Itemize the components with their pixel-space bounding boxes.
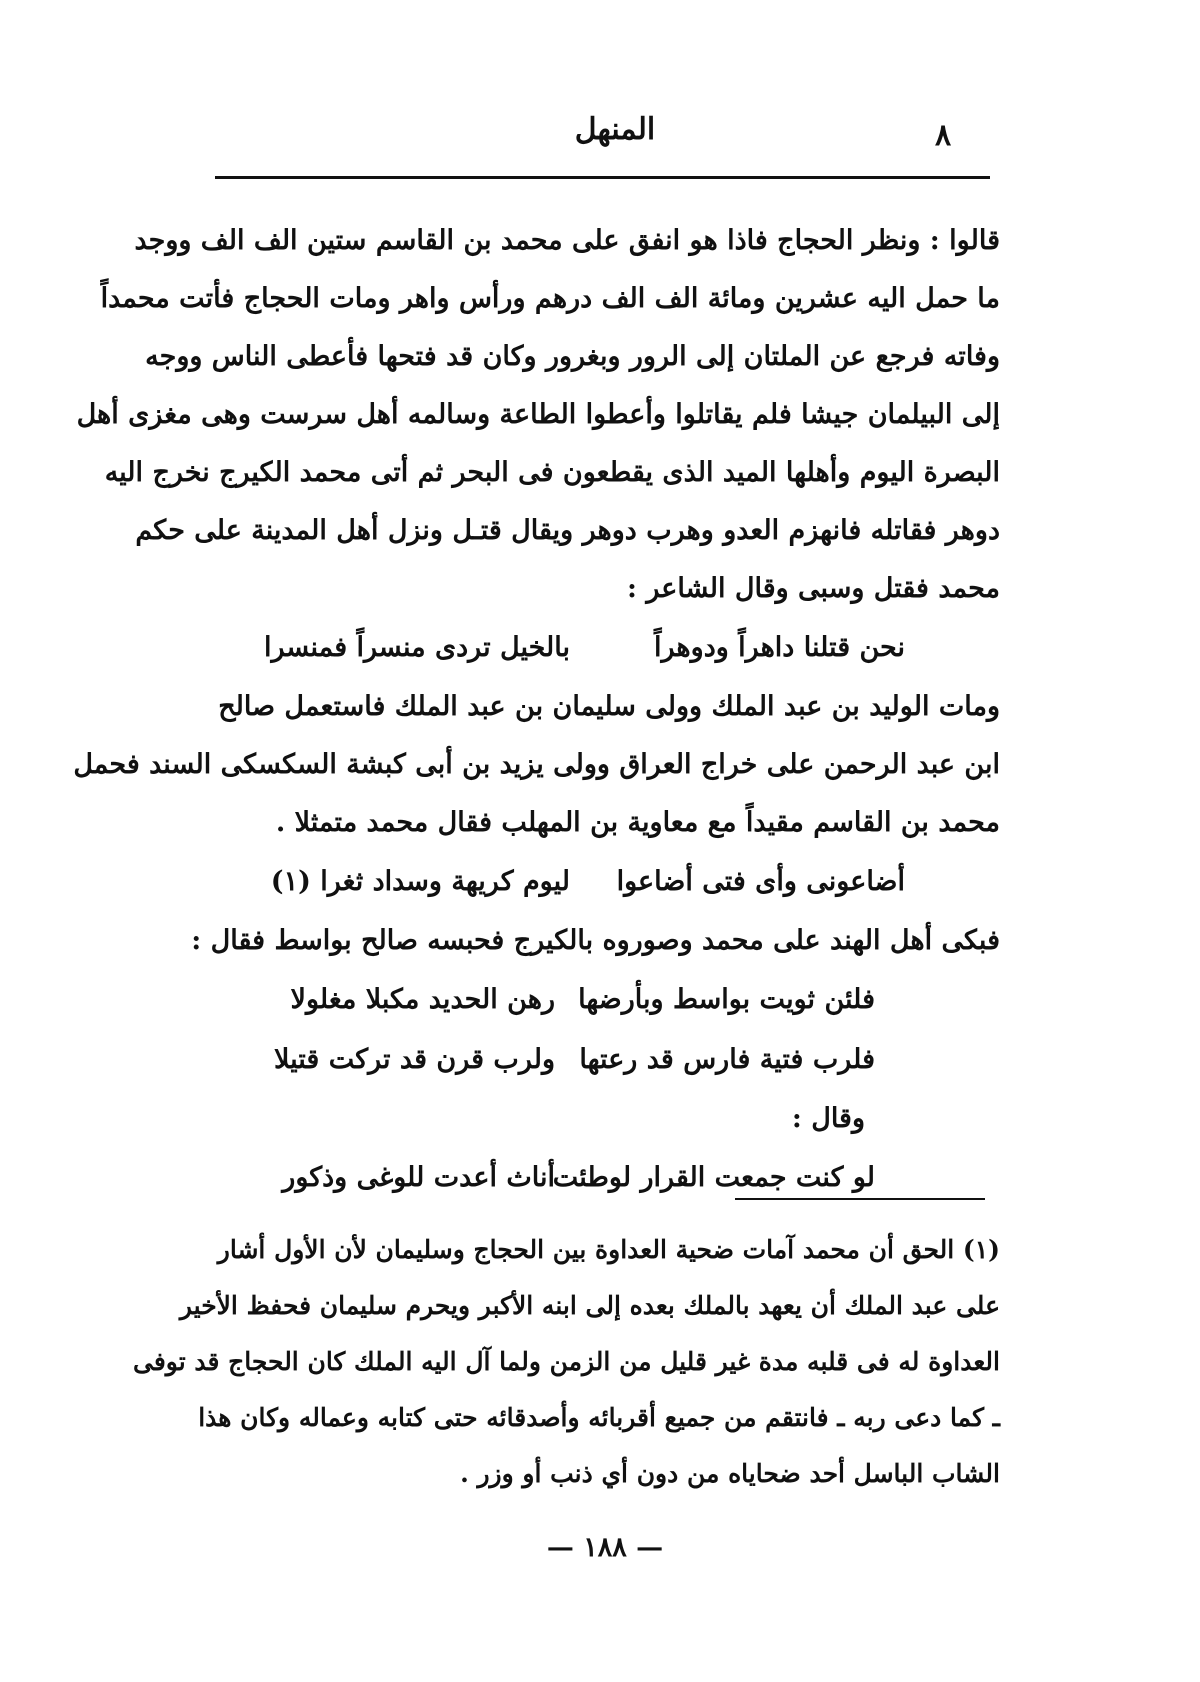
header-page-number: ٨ [935, 118, 952, 153]
header-rule [215, 176, 990, 179]
text-line: ومات الوليد بن عبد الملك وولى سليمان بن عبد الملك فاستعمل صالح [218, 691, 1000, 722]
verse-first-hemistich: نحن قتلنا داهراً ودوهراً [654, 632, 905, 663]
text-line: قالوا : ونظر الحجاج فاذا هو انفق على محمد بن القاسم ستين الف الف ووجد [134, 225, 1000, 256]
verse-second-hemistich: ليوم كريهة وسداد ثغرا (١) [270, 866, 570, 897]
text-line: فبكى أهل الهند على محمد وصوروه بالكيرج فحبسه صالح بواسط فقال : [191, 925, 1000, 956]
footnote-line: الشاب الباسل أحد ضحاياه من دون أي ذنب أو وزر . [460, 1459, 1000, 1488]
footnote-line: (١) الحق أن محمد آمات ضحية العداوة بين الحجاج وسليمان لأن الأول أشار [217, 1235, 1000, 1264]
text-line: محمد فقتل وسبى وقال الشاعر : [627, 573, 1000, 604]
text-line: وفاته فرجع عن الملتان إلى الرور وبغرور وكان قد فتحها فأعطى الناس ووجه [145, 341, 1000, 372]
verse-line [200, 1030, 1000, 1090]
text-line: ما حمل اليه عشرين ومائة الف الف درهم ورأس واهر ومات الحجاج فأتت محمداً [100, 283, 1000, 314]
running-title: المنهل [574, 112, 656, 147]
verse-line [200, 852, 1000, 912]
verse-first-hemistich: فلرب فتية فارس قد رعتها [579, 1044, 875, 1075]
verse-second-hemistich: أناث أعدت للوغى وذكور [282, 1162, 555, 1193]
text-line: ابن عبد الرحمن على خراج العراق وولى يزيد بن أبى كبشة السكسكى السند فحمل [73, 749, 1000, 780]
page-header [215, 112, 985, 172]
verse-second-hemistich: بالخيل تردى منسراً فمنسرا [263, 632, 570, 663]
footnote-line: ـ كما دعى ربه ـ فانتقم من جميع أقربائه وأصدقائه حتى كتابه وعماله وكان هذا [198, 1403, 1000, 1432]
footnote-line: العداوة له فى قلبه مدة غير قليل من الزمن ولما آل اليه الملك كان الحجاج قد توفى [133, 1347, 1000, 1376]
footnote-line: على عبد الملك أن يعهد بالملك بعده إلى ابنه الأكبر ويحرم سليمان فحفظ الأخير [179, 1291, 1000, 1320]
main-text [73, 212, 1000, 1208]
footnote [133, 1222, 1000, 1502]
verse-line [200, 618, 1000, 678]
text-line: محمد بن القاسم مقيداً مع معاوية بن المهلب فقال محمد متمثلا . [275, 807, 1000, 838]
verse-second-hemistich: ولرب قرن قد تركت قتيلا [274, 1044, 555, 1075]
footer-page-number: — ١٨٨ — [546, 1532, 664, 1563]
text-line: إلى البيلمان جيشا فلم يقاتلوا وأعطوا الطاعة وسالمه أهل سرست وهى مغزى أهل [76, 399, 1000, 430]
verse-second-hemistich: رهن الحديد مكبلا مغلولا [290, 984, 555, 1015]
verse-first-hemistich: لو كنت جمعت القرار لوطئت [552, 1162, 875, 1193]
text-line: البصرة اليوم وأهلها الميد الذى يقطعون فى البحر ثم أتى محمد الكيرج نخرج اليه [104, 457, 1000, 488]
verse-first-hemistich: أضاعونى وأى فتى أضاعوا [616, 866, 905, 897]
text-line: دوهر فقاتله فانهزم العدو وهرب دوهر ويقال قتـل ونزل أهل المدينة على حكم [135, 515, 1000, 546]
verse-line [200, 970, 1000, 1030]
footnote-rule [735, 1198, 985, 1200]
text-line: وقال : [791, 1103, 865, 1134]
verse-first-hemistich: فلئن ثويت بواسط وبأرضها [578, 984, 875, 1015]
